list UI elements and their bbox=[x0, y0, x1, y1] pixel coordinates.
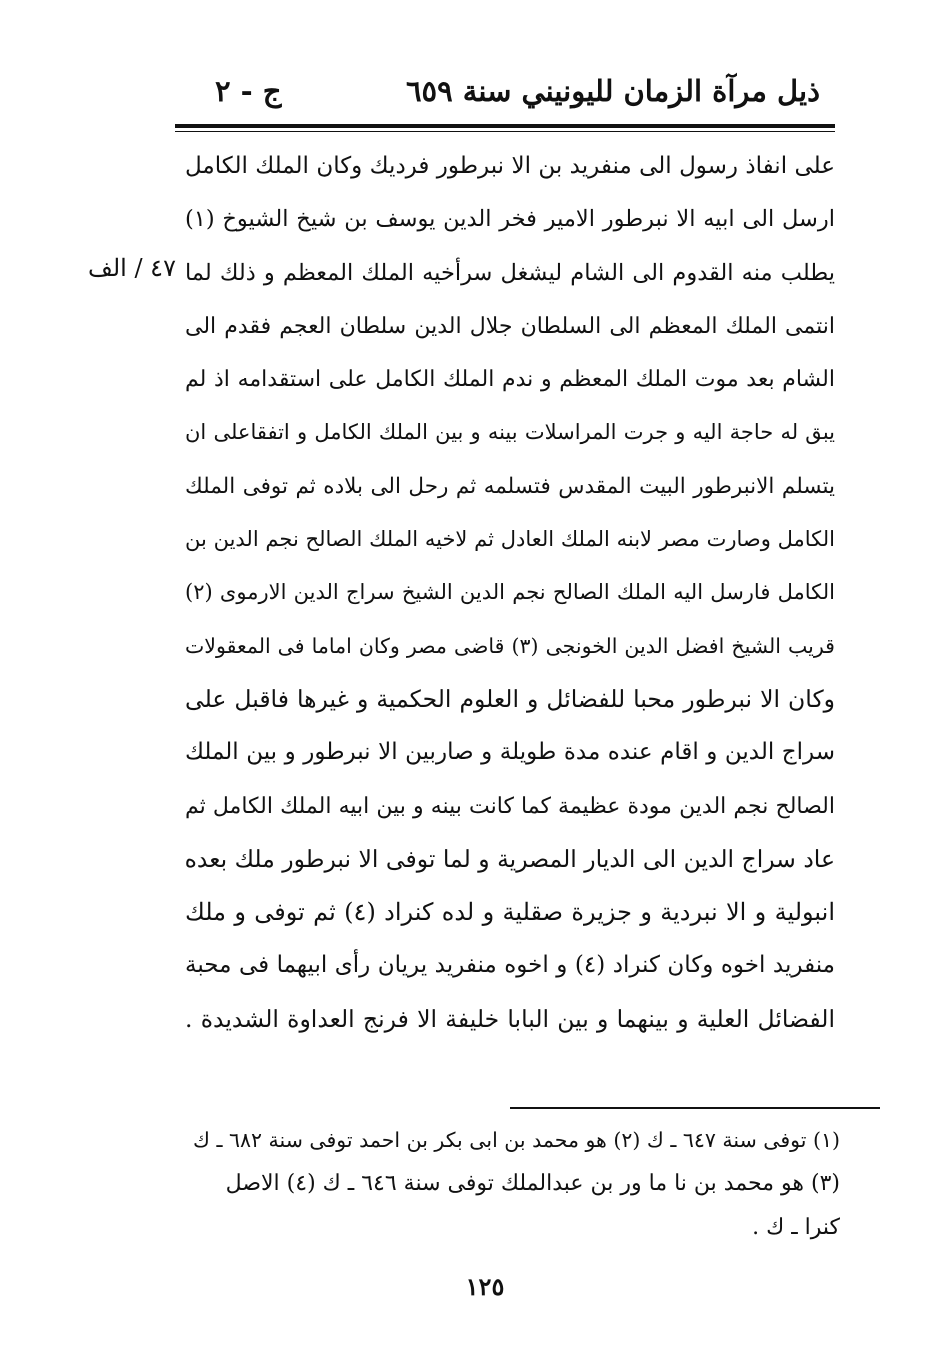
text-line: الشام بعد موت الملك المعظم و ندم الملك الكامل على استقدامه اذ لم bbox=[185, 367, 835, 393]
text-line: يتسلم الانبرطور البيت المقدس فتسلمه ثم رحل الى بلاده ثم توفى الملك bbox=[185, 473, 835, 499]
footnotes bbox=[180, 1118, 840, 1250]
text-line: يبق له حاجة اليه و جرت المراسلات بينه و بين الملك الكامل و اتفقاعلى ان bbox=[185, 420, 835, 445]
text-line: على انفاذ رسول الى منفريد بن الا نبرطور فرديك وكان الملك الكامل bbox=[185, 153, 835, 179]
page-header bbox=[175, 70, 835, 120]
text-line: وكان الا نبرطور محبا للفضائل و العلوم الحكمية و غيرها فاقبل على bbox=[185, 684, 835, 713]
text-line: الكامل فارسل اليه الملك الصالح نجم الدين الشيخ سراج الدين الارموى (٢) bbox=[185, 580, 835, 605]
header-rule-thick bbox=[175, 124, 835, 128]
text-line: عاد سراج الدين الى الديار المصرية و لما توفى الا نبرطور ملك بعده bbox=[185, 844, 835, 873]
footnote-line: كنرا ـ ك . bbox=[752, 1215, 840, 1240]
text-line: ارسل الى ابيه الا نبرطور الامير فخر الدين يوسف بن شيخ الشيوخ (١) bbox=[185, 206, 835, 233]
text-line: يطلب منه القدوم الى الشام ليشغل سرأخيه الملك المعظم و ذلك لما bbox=[185, 259, 835, 286]
page-number: ١٢٥ bbox=[465, 1272, 505, 1301]
text-line: منفريد اخوه وكان كنراد (٤) و اخوه منفريد يريان رأى ابيهما فى محبة bbox=[185, 952, 835, 979]
text-line: سراج الدين و اقام عنده مدة طويلة و صاربين الا نبرطور و بين الملك bbox=[185, 739, 835, 766]
volume-label: ج - ٢ bbox=[215, 74, 282, 108]
footnote-rule bbox=[510, 1107, 880, 1109]
text-line: انتمى الملك المعظم الى السلطان جلال الدين سلطان العجم فقدم الى bbox=[185, 313, 835, 339]
footnote-line: (٣) هو محمد بن نا ما ور بن عبدالملك توفى سنة ٦٤٦ ـ ك (٤) الاصل bbox=[225, 1171, 840, 1196]
text-line: الكامل وصارت مصر لابنه الملك العادل ثم لاخيه الملك الصالح نجم الدين بن bbox=[185, 527, 835, 552]
header-rule-thin bbox=[175, 131, 835, 132]
margin-folio-note: ٤٧ / الف bbox=[88, 254, 176, 282]
text-line: الفضائل العلية و بينهما و بين البابا خليفة الا فرنج العداوة الشديدة . bbox=[185, 1004, 835, 1033]
footnote-line: (١) توفى سنة ٦٤٧ ـ ك (٢) هو محمد بن ابى بكر بن احمد توفى سنة ٦٨٢ ـ ك bbox=[193, 1128, 840, 1152]
text-line: انبولية و الا نبردية و جزيرة صقلية و لده كنراد (٤) ثم توفى و ملك bbox=[185, 898, 835, 927]
main-text bbox=[185, 140, 835, 1046]
running-title: ذيل مرآة الزمان لليونيني سنة ٦٥٩ bbox=[405, 74, 820, 108]
text-line: الصالح نجم الدين مودة عظيمة كما كانت بينه و بين ابيه الملك الكامل ثم bbox=[185, 793, 835, 819]
text-line: قريب الشيخ افضل الدين الخونجى (٣) قاضى مصر وكان اماما فى المعقولات bbox=[185, 633, 835, 658]
